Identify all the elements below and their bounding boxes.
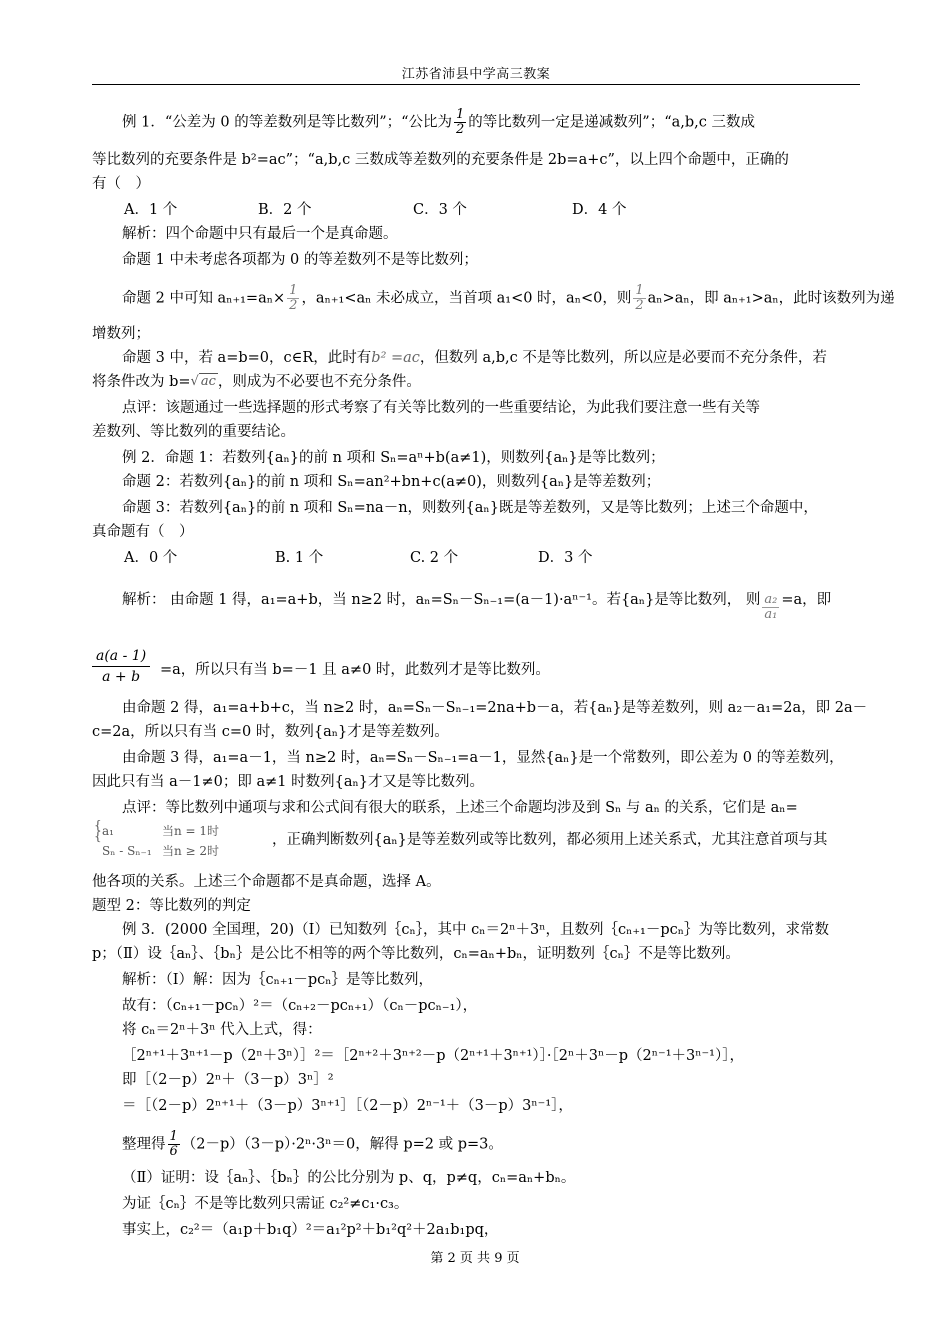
example2-comment-1: 点评：等比数列中通项与求和公式间有很大的联系，上述三个命题均涉及到 Sₙ 与 aₙ 的关系，它们是 aₙ= [122,800,798,816]
page-footer: 第 2 页 共 9 页 [430,1251,520,1266]
example1-solution-5: 命题 3 中，若 a=b=0，c∈R，此时有b² =ac，但数列 a,b,c 不是等比数列，所以应是必要而不充分条件，若 [122,350,827,366]
example3-proof-1: （Ⅱ）证明：设｛aₙ｝、｛bₙ｝的公比分别为 p、q，p≠q，cₙ=aₙ+bₙ。 [122,1170,576,1186]
page-header: 江苏省沛县中学高三教案 [401,67,551,82]
example1-option-a: A．1 个 [124,202,178,218]
example3-solution-5: 即［（2－p）2ⁿ＋（3－p）3ⁿ］² [122,1072,334,1088]
example1-line1: 例 1．“公差为 0 的等差数列是等比数列”；“公比为 $\frac{1}{2}$ 的等比数列一定是递减数列”；“a,b,c 三数成 [122,107,755,137]
example2-prop-1: 例 2．命题 1：若数列{aₙ}的前 n 项和 Sₙ=aⁿ+b(a≠1)，则数列{aₙ}是等比数列； [122,450,665,466]
example3-proof-3: 事实上，c₂²＝（a₁p＋b₁q）²＝a₁²p²＋b₁²q²＋2a₁b₁pq， [122,1222,499,1238]
half-fraction-2: $\frac{1}{2}$ [289,283,298,313]
example2-solution-5: 由命题 3 得，a₁=a－1，当 n≥2 时，aₙ=Sₙ－Sₙ₋₁=a－1，显然{aₙ}是一个常数列，即公差为 0 的等差数列， [122,750,844,766]
example1-line3: 有（ ） [92,176,150,192]
example3-solution-1: 解析：（Ⅰ）解：因为｛cₙ₊₁－pcₙ｝是等比数列， [122,972,434,988]
sqrt-ac: √ ac [190,374,216,389]
example2-solution-1: 解析： 由命题 1 得，a₁=a+b，当 n≥2 时，aₙ=Sₙ－Sₙ₋₁=(a－1)·aⁿ⁻¹。若{aₙ}是等比数列， 则 $\frac{\text{a₂}}{\text{a₁}}$ =a，即 [122,592,832,622]
example1-option-d: D．4 个 [572,202,627,218]
example2-option-b: B. 1 个 [275,550,324,566]
half-fraction-3: $\frac{1}{2}$ [635,283,644,313]
example2-solution-2: =a，所以只有当 b=－1 且 a≠0 时，此数列才是等比数列。 [160,662,550,678]
example2-solution-3: 由命题 2 得，a₁=a+b+c，当 n≥2 时，aₙ=Sₙ－Sₙ₋₁=2na+b－a，若{aₙ}是等差数列，则 a₂－a₁=2a，即 2a－ [122,700,868,716]
example1-solution-2: 命题 1 中未考虑各项都为 0 的等差数列不是等比数列； [122,252,478,268]
example1-solution-3: 命题 2 中可知 aₙ₊₁=aₙ× $\frac{1}{2}$ ，aₙ₊₁<aₙ 未必成立，当首项 a₁<0 时，aₙ<0，则 $\frac{1}{2}$ aₙ>aₙ，即 aₙ₊₁>aₙ，此时该数列为递 [122,283,895,313]
example3-line2: p；（Ⅱ）设｛aₙ｝、｛bₙ｝是公比不相等的两个等比数列，cₙ=aₙ+bₙ，证明数列｛cₙ｝不是等比数列。 [92,946,740,962]
example1-comment-1: 点评：该题通过一些选择题的形式考察了有关等比数列的一些重要结论，为此我们要注意一些有关等 [122,400,760,416]
example3-solution-2: 故有：（cₙ₊₁－pcₙ）²＝（cₙ₊₂－pcₙ₊₁）（cₙ－pcₙ₋₁）， [122,998,478,1014]
b-squared-eq-ac: b² =ac [371,350,420,366]
example1-line2: 等比数列的充要条件是 b²=ac”；“a,b,c 三数成等差数列的充要条件是 2b=a+c”，以上四个命题中，正确的 [92,152,789,168]
example1-solution-4: 增数列； [92,326,150,342]
example2-comment-3: 他各项的关系。上述三个命题都不是真命题，选择 A。 [92,874,441,890]
example2-solution-4: c=2a，所以只有当 c=0 时，数列{aₙ}才是等差数列。 [92,724,449,740]
example2-solution-6: 因此只有当 a－1≠0；即 a≠1 时数列{aₙ}才又是等比数列。 [92,774,484,790]
example2-option-d: D．3 个 [538,550,593,566]
half-fraction: $\frac{1}{2}$ [456,107,465,137]
example1-option-b: B．2 个 [258,202,312,218]
example1-solution-6: 将条件改为 b=√ ac ，则成为不必要也不充分条件。 [92,374,421,390]
example1-option-c: C．3 个 [413,202,467,218]
one-sixth-fraction: $\frac{1}{6}$ [169,1129,178,1159]
example2-prop-2: 命题 2：若数列{aₙ}的前 n 项和 Sₙ=an²+bn+c(a≠0)，则数列{aₙ}是等差数列； [122,474,661,490]
example3-solution-4: ［2ⁿ⁺¹＋3ⁿ⁺¹－p（2ⁿ＋3ⁿ）］²＝［2ⁿ⁺²＋3ⁿ⁺²－p（2ⁿ⁺¹＋3ⁿ⁺¹）］·［2ⁿ＋3ⁿ－p（2ⁿ⁻¹＋3ⁿ⁻¹）］， [122,1048,744,1064]
example3-proof-2: 为证｛cₙ｝不是等比数列只需证 c₂²≠c₁·c₃。 [122,1196,409,1212]
a-a-minus-1-over-a-plus-b: $\frac{a(a - 1)}{a + b}$ [92,648,150,685]
example2-option-a: A．0 个 [124,550,178,566]
example3-solution-3: 将 cₙ＝2ⁿ＋3ⁿ 代入上式，得： [122,1022,322,1038]
piecewise-brace: { { [94,818,102,843]
example2-option-c: C. 2 个 [410,550,459,566]
example1-solution-1: 解析：四个命题中只有最后一个是真命题。 [122,226,398,242]
a2-over-a1-fraction: $\frac{\text{a₂}}{\text{a₁}}$ [764,592,778,622]
piecewise-an-formula: { { a₁ Sₙ - Sₙ₋₁ 当n = 1时 当n ≥ 2时 [94,818,220,858]
example3-solution-7: 整理得 $\frac{1}{6}$ （2－p）（3－p）·2ⁿ·3ⁿ＝0，解得 p=2 或 p=3。 [122,1129,503,1159]
example2-comment-2: ，正确判断数列{aₙ}是等差数列或等比数列，都必须用上述关系式，尤其注意首项与其 [272,832,828,848]
header-rule [92,84,860,85]
example3-solution-6: ＝［（2－p）2ⁿ⁺¹＋（3－p）3ⁿ⁺¹］［（2－p）2ⁿ⁻¹＋（3－p）3ⁿ⁻¹］， [122,1098,573,1114]
section-title-type2: 题型 2：等比数列的判定 [92,898,251,914]
example1-comment-2: 差数列、等比数列的重要结论。 [92,424,295,440]
example2-question: 真命题有（ ） [92,524,194,540]
example3-line1: 例 3．(2000 全国理，20)（Ⅰ）已知数列｛cₙ｝，其中 cₙ＝2ⁿ＋3ⁿ，且数列｛cₙ₊₁－pcₙ｝为等比数列，求常数 [122,922,830,938]
example2-prop-3: 命题 3：若数列{aₙ}的前 n 项和 Sₙ=na－n，则数列{aₙ}既是等差数列，又是等比数列；上述三个命题中， [122,500,818,516]
